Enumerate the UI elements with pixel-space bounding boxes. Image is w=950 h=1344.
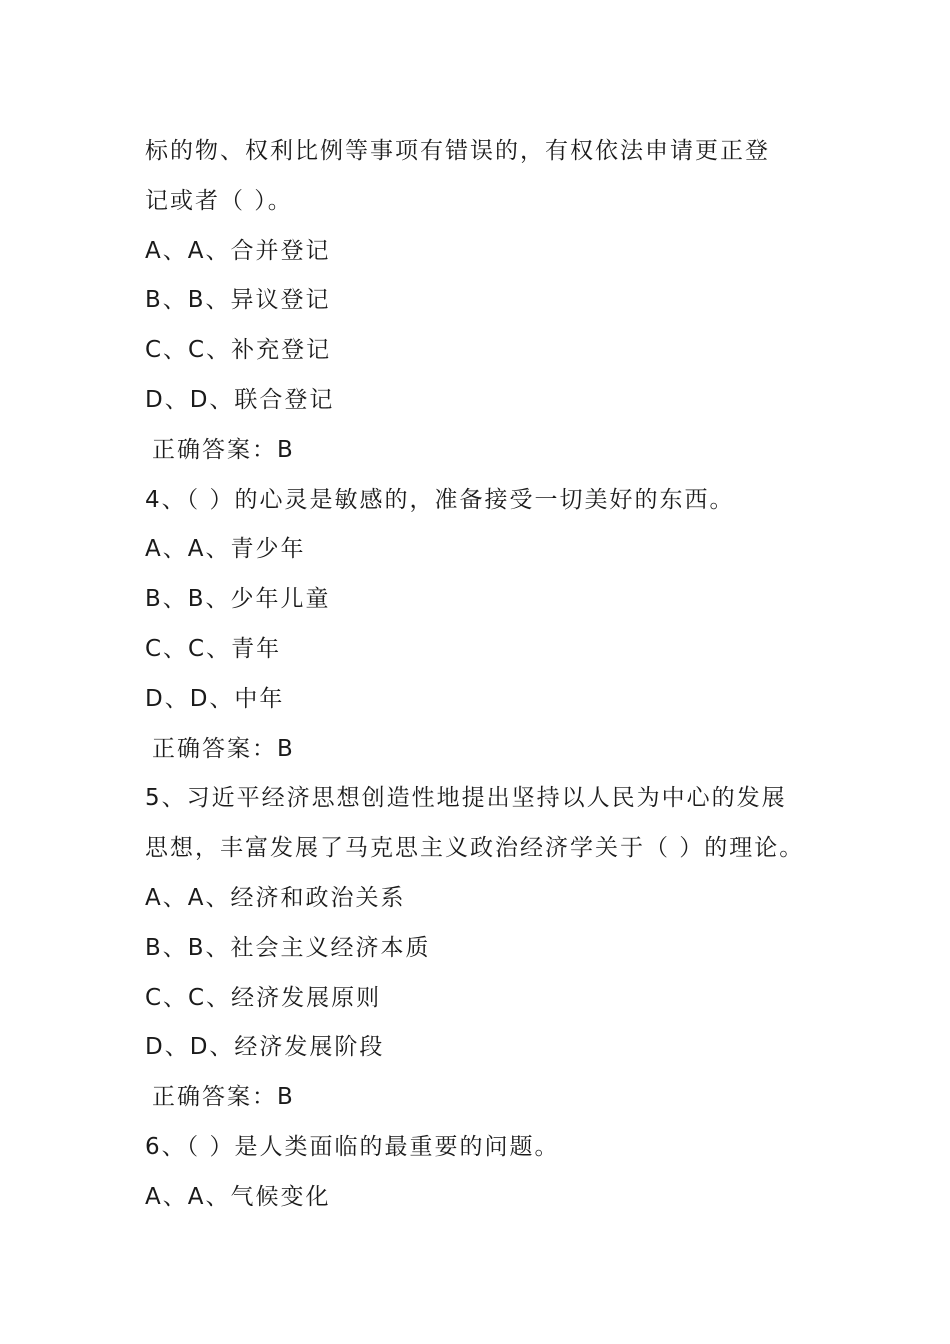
question-stem-line: 标的物、权利比例等事项有错误的，有权依法申请更正登 [145,138,770,164]
option-d: D、D、中年 [145,685,285,712]
option-a: A、A、青少年 [145,536,306,563]
question-3-continuation [145,127,825,476]
question-4 [145,476,825,775]
question-stem: 4、（ ）的心灵是敏感的，准备接受一切美好的东西。 [145,486,735,513]
document-page [145,127,825,1223]
option-d: D、D、联合登记 [145,386,335,413]
correct-answer: 正确答案：B [152,1084,295,1111]
option-b: B、B、社会主义经济本质 [145,934,431,961]
option-c: C、C、青年 [145,635,282,662]
question-stem-line: 5、习近平经济思想创造性地提出坚持以人民为中心的发展 [145,785,787,812]
option-c: C、C、经济发展原则 [145,984,382,1011]
question-stem-line: 记或者（ ）。 [145,187,293,214]
option-b: B、B、少年儿童 [145,586,331,613]
correct-answer: 正确答案：B [152,436,295,463]
option-a: A、A、气候变化 [145,1183,331,1210]
question-stem: 6、（ ）是人类面临的最重要的问题。 [145,1133,560,1160]
option-a: A、A、合并登记 [145,237,331,264]
option-d: D、D、经济发展阶段 [145,1034,385,1061]
question-6 [145,1123,825,1223]
question-5 [145,774,825,1123]
option-a: A、A、经济和政治关系 [145,884,406,911]
option-c: C、C、补充登记 [145,337,332,364]
correct-answer: 正确答案：B [152,735,295,762]
question-stem-line: 思想，丰富发展了马克思主义政治经济学关于（ ）的理论。 [145,835,805,862]
option-b: B、B、异议登记 [145,287,331,314]
